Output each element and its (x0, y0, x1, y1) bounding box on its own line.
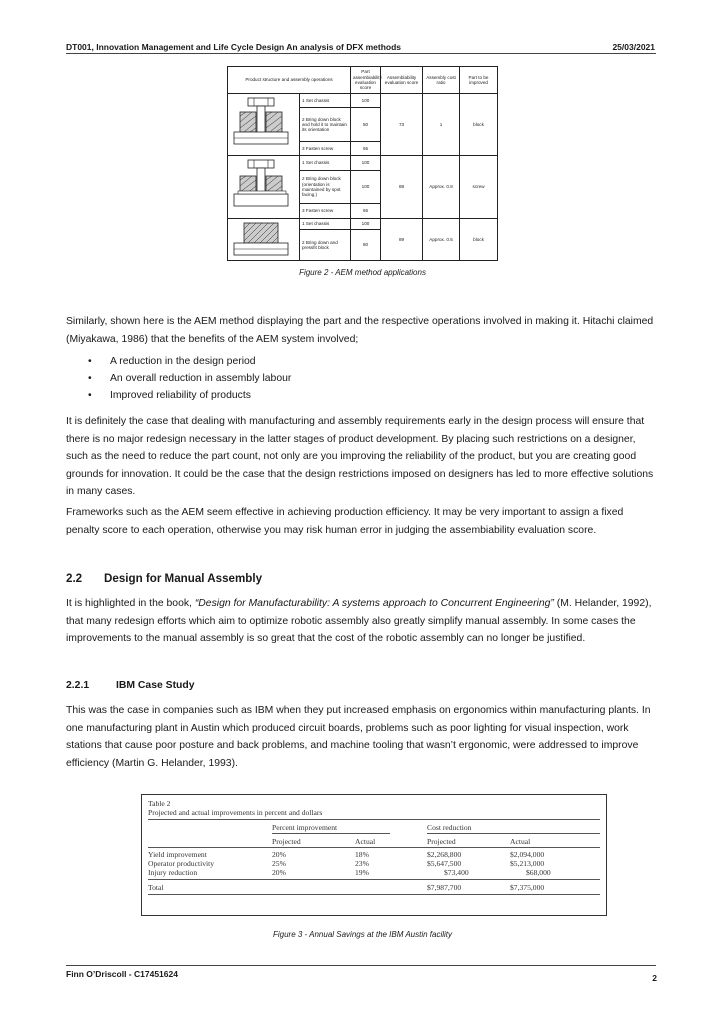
group-header-cost: Cost reduction (427, 823, 472, 832)
aem-score: 65 (351, 204, 381, 218)
list-item: • A reduction in the design period (88, 353, 628, 370)
subsection-title: IBM Case Study (116, 680, 195, 691)
subsection-heading (66, 680, 195, 691)
cell: $68,000 (526, 868, 551, 877)
row-label: Injury reduction (148, 868, 198, 877)
paragraph-frameworks: Frameworks such as the AEM seem effective in achieving production efficiency. It may be very important to assign a fixed penalty score to each operation, otherwise you may risk human error in judging the assembiability evaluation score. (66, 507, 624, 536)
cell: 19% (355, 868, 369, 877)
aem-col-part-score: Part assembiability evaluation score (351, 67, 381, 94)
table-rule (148, 879, 600, 880)
paragraph-text: It is highlighted in the book, (66, 598, 195, 609)
section-heading (66, 572, 262, 585)
table-rule (148, 847, 600, 848)
cell: 18% (355, 850, 369, 859)
table-rule (148, 894, 600, 895)
aem-score: 65 (351, 142, 381, 156)
benefits-list (88, 353, 628, 404)
cell: $5,647,500 (427, 859, 462, 868)
cell: 20% (272, 868, 286, 877)
aem-eval: 88 (381, 156, 423, 218)
col-header: Projected (272, 837, 301, 846)
table-rule (148, 819, 600, 820)
page-number: 2 (652, 973, 657, 983)
row-label: Yield improvement (148, 850, 207, 859)
footer-author: Finn O’Driscoll - C17451624 (66, 969, 178, 979)
aem-part: block (460, 218, 498, 260)
table-subtitle: Projected and actual improvements in percent and dollars (148, 808, 323, 817)
aem-part: screw (460, 156, 498, 218)
subsection-number: 2.2.1 (66, 680, 90, 691)
aem-score: 100 (351, 218, 381, 229)
list-item: • Improved reliability of products (88, 387, 628, 404)
paragraph-aem-intro: Similarly, shown here is the AEM method displaying the part and the respective operations involved in making it. Hitachi claimed (Miyakawa, 1986) that the benefits of the AEM system involved; (66, 316, 654, 345)
group-header-percent: Percent improvement (272, 823, 338, 832)
col-header: Projected (427, 837, 456, 846)
ibm-savings-table (141, 794, 607, 916)
aem-score: 100 (351, 156, 381, 170)
aem-score: 80 (351, 229, 381, 260)
cell: $7,987,700 (427, 883, 462, 892)
aem-part: block (460, 94, 498, 156)
section-number: 2.2 (66, 572, 83, 585)
aem-table (227, 66, 498, 261)
aem-op: 2 Bring down block (orientation is maintained by spot facing.) (300, 170, 351, 204)
aem-col-cost-ratio: Assembly cost ratio (423, 67, 460, 94)
aem-eval: 73 (381, 94, 423, 156)
row-label: Total (148, 883, 164, 892)
cell: $73,400 (444, 868, 469, 877)
aem-col-structure: Product structure and assembly operations (228, 67, 351, 94)
header-rule (66, 53, 656, 54)
aem-op: 2 Bring down block and hold it to maintain its orientation (300, 108, 351, 142)
cell: 25% (272, 859, 286, 868)
aem-cost: Approx. 0.8 (423, 156, 460, 218)
row-label: Operator productivity (148, 859, 215, 868)
col-header: Actual (355, 837, 376, 846)
section-title: Design for Manual Assembly (104, 572, 263, 585)
cell: $5,213,000 (510, 859, 545, 868)
aem-op: 1 Set chassis (300, 156, 351, 170)
table-rule (427, 833, 600, 834)
header-date: 25/03/2021 (612, 42, 655, 52)
aem-figure (227, 66, 497, 258)
paragraph-ibm: This was the case in companies such as IBM when they put increased emphasis on ergonomics within manufacturing plants. In one manufacturing plant in Austin which produced circuit boards, problems such as poor lighting for visual inspection, work stations that cause poor posture and back problems, and machine tooling that wasn’t ergonomic, were addressed to improve efficiency (Martin G. Helander, 1993). (66, 705, 651, 769)
aem-score: 100 (351, 94, 381, 108)
figure2-caption: Figure 2 - AEM method applications (299, 268, 426, 277)
cell: 23% (355, 859, 369, 868)
paragraph-manual-assembly (66, 595, 656, 648)
aem-col-eval-score: Assemblability evaluation score (381, 67, 423, 94)
cell: 20% (272, 850, 286, 859)
cell: $2,094,000 (510, 850, 545, 859)
aem-col-part-improve: Part to be improved (460, 67, 498, 94)
col-header: Actual (510, 837, 531, 846)
list-item: • An overall reduction in assembly labour (88, 370, 628, 387)
paragraph-text: (M. Helander, 1992), that many redesign efforts which aim to optimize robotic assembly also greatly simplify manual assembly. In some cases the improvements to the manual assembly is so great that the cost of the robotic assembly can no longer be justified. (66, 598, 652, 645)
aem-score: 100 (351, 170, 381, 204)
assembly-drawing-3 (228, 218, 300, 260)
table-rule (272, 833, 390, 834)
aem-score: 50 (351, 108, 381, 142)
aem-op: 3 Fasten screw (300, 204, 351, 218)
footer-rule (66, 965, 656, 966)
cell: $2,268,800 (427, 850, 462, 859)
aem-cost: Approx. 0.5 (423, 218, 460, 260)
paragraph-early-design: It is definitely the case that dealing with manufacturing and assembly requirements early in the design process will ensure that there is no major redesign necessary in the latter stages of product development. By placing such restrictions on a designer, such as the need to reduce the part count, not only are you improving the reliability of the product, but you are creating good grounds for innovation. It could be the case that the design restrictions imposed on designers has led to more effective solutions in many cases. (66, 416, 654, 498)
aem-eval: 89 (381, 218, 423, 260)
aem-op: 3 Fasten screw (300, 142, 351, 156)
aem-cost: 1 (423, 94, 460, 156)
assembly-drawing-2 (228, 156, 300, 218)
figure3-caption: Figure 3 - Annual Savings at the IBM Austin facility (272, 930, 453, 939)
aem-op: 1 Set chassis (300, 218, 351, 229)
cell: $7,375,000 (510, 883, 545, 892)
assembly-drawing-1 (228, 94, 300, 156)
aem-op: 1 Set chassis (300, 94, 351, 108)
header-title: DT001, Innovation Management and Life Cycle Design An analysis of DFX methods (66, 42, 402, 52)
aem-op: 2 Bring down and pressfit block (300, 229, 351, 260)
table-title: Table 2 (148, 799, 171, 808)
book-title: “Design for Manufacturability: A systems approach to Concurrent Engineering” (194, 598, 554, 609)
